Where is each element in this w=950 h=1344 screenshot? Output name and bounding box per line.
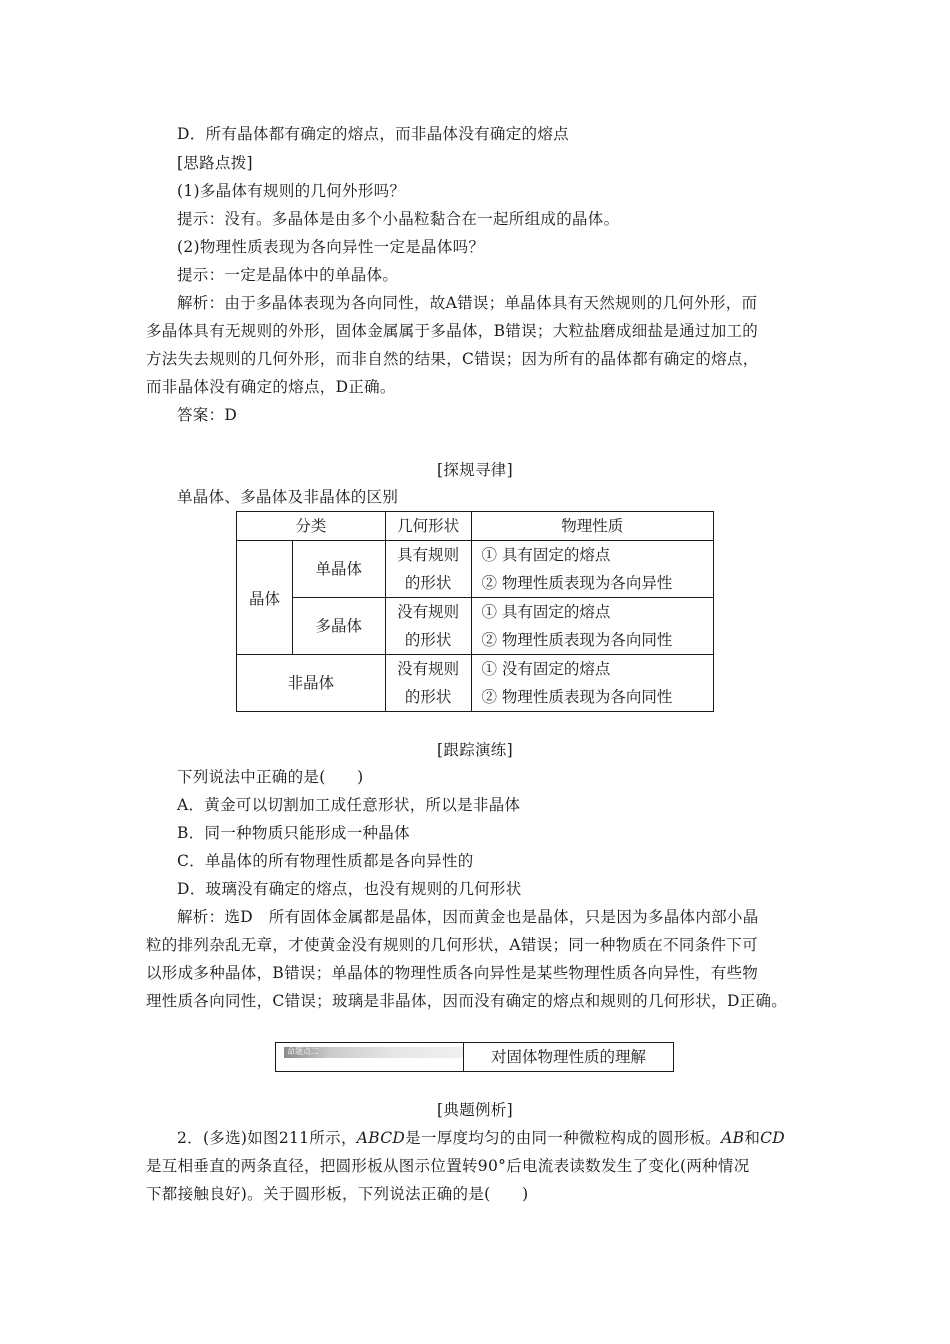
analysis-2-line-4: 理性质各向同性，C错误；玻璃是非晶体，因而没有确定的熔点和规则的几何形状，D正确。 <box>146 992 788 1010</box>
table-row <box>237 598 714 655</box>
question-2-line-2: 是互相垂直的两条直径，把圆形板从图示位置转90°后电流表读数发生了变化(两种情况 <box>146 1157 750 1175</box>
example-heading: [典题例析] <box>437 1101 513 1119</box>
group-crystal: 晶体 <box>237 541 293 655</box>
q2-text: 2．(多选)如图211所示， <box>177 1129 357 1147</box>
question-2-line-1 <box>177 1128 785 1148</box>
row-shape <box>385 541 471 598</box>
q2-var-ab: AB <box>721 1129 745 1147</box>
row-name: 单晶体 <box>292 541 385 598</box>
practice-option-a: A．黄金可以切割加工成任意形状，所以是非晶体 <box>177 796 521 814</box>
row-property-line-2: ② 物理性质表现为各向同性 <box>481 631 673 649</box>
row-property-line-1: ① 没有固定的熔点 <box>481 660 611 678</box>
banner-tag-text: 命题点二 <box>287 1047 319 1056</box>
q2-var-cd: CD <box>760 1129 786 1147</box>
table-caption: 单晶体、多晶体及非晶体的区别 <box>177 488 399 506</box>
q2-text: 是一厚度均匀的由同一种微粒构成的圆形板。 <box>405 1129 722 1147</box>
row-property-line-2: ② 物理性质表现为各向同性 <box>481 688 673 706</box>
answer-1: 答案：D <box>177 406 238 424</box>
q2-text: 和 <box>744 1129 761 1147</box>
practice-stem: 下列说法中正确的是( ) <box>177 768 364 786</box>
hint-heading: [思路点拨] <box>177 154 253 172</box>
row-property-line-1: ① 具有固定的熔点 <box>481 546 611 564</box>
banner-title: 对固体物理性质的理解 <box>490 1048 646 1066</box>
hint-answer-2: 提示：一定是晶体中的单晶体。 <box>177 266 399 284</box>
row-shape-line-2: 的形状 <box>404 574 452 592</box>
row-name: 非晶体 <box>237 655 386 712</box>
practice-option-d: D．玻璃没有确定的熔点，也没有规则的几何形状 <box>177 880 522 898</box>
header-shape: 几何形状 <box>385 512 471 541</box>
hint-question-1: (1)多晶体有规则的几何外形吗？ <box>177 182 406 200</box>
header-category: 分类 <box>237 512 386 541</box>
analysis-2-line-2: 粒的排列杂乱无章，才使黄金没有规则的几何形状，A错误；同一种物质在不同条件下可 <box>146 936 758 954</box>
analysis-1-line-1: 解析：由于多晶体表现为各向同性，故A错误；单晶体具有天然规则的几何外形，而 <box>177 294 758 312</box>
analysis-1-line-2: 多晶体具有无规则的外形，固体金属属于多晶体，B错误；大粒盐磨成细盐是通过加工的 <box>146 322 759 340</box>
header-property: 物理性质 <box>471 512 714 541</box>
analysis-2-line-3: 以形成多种晶体，B错误；单晶体的物理性质各向异性是某些物理性质各向异性，有些物 <box>146 964 759 982</box>
analysis-1-line-4: 而非晶体没有确定的熔点，D正确。 <box>146 378 396 396</box>
practice-option-c: C．单晶体的所有物理性质都是各向异性的 <box>177 852 474 870</box>
row-shape <box>385 655 471 712</box>
row-property-line-1: ① 具有固定的熔点 <box>481 603 611 621</box>
row-name: 多晶体 <box>292 598 385 655</box>
row-shape <box>385 598 471 655</box>
banner-tag <box>284 1047 464 1058</box>
row-shape-line-2: 的形状 <box>404 631 452 649</box>
rule-heading: [探规寻律] <box>437 461 513 479</box>
row-shape-line-1: 具有规则 <box>397 546 460 564</box>
practice-heading: [跟踪演练] <box>437 741 513 759</box>
practice-option-b: B．同一种物质只能形成一种晶体 <box>177 824 410 842</box>
hint-question-2: (2)物理性质表现为各向异性一定是晶体吗？ <box>177 238 485 256</box>
table-row <box>237 541 714 598</box>
question-2-line-3: 下都接触良好)。关于圆形板，下列说法正确的是( ) <box>146 1185 529 1203</box>
table-row <box>237 655 714 712</box>
row-shape-line-1: 没有规则 <box>397 603 460 621</box>
row-property <box>471 598 714 655</box>
q1-option-d: D．所有晶体都有确定的熔点，而非晶体没有确定的熔点 <box>177 125 569 143</box>
row-property <box>471 541 714 598</box>
row-property-line-2: ② 物理性质表现为各向异性 <box>481 574 673 592</box>
row-property <box>471 655 714 712</box>
table-header-row <box>237 512 714 541</box>
row-shape-line-1: 没有规则 <box>397 660 460 678</box>
q2-var-abcd: ABCD <box>356 1129 406 1147</box>
crystal-comparison-table <box>236 511 714 712</box>
analysis-1-line-3: 方法失去规则的几何外形，而非自然的结果，C错误；因为所有的晶体都有确定的熔点， <box>146 350 759 368</box>
row-shape-line-2: 的形状 <box>404 688 452 706</box>
hint-answer-1: 提示：没有。多晶体是由多个小晶粒黏合在一起所组成的晶体。 <box>177 210 620 228</box>
topic-banner <box>275 1042 674 1072</box>
analysis-2-line-1: 解析：选D 所有固体金属都是晶体，因而黄金也是晶体，只是因为多晶体内部小晶 <box>177 908 759 926</box>
